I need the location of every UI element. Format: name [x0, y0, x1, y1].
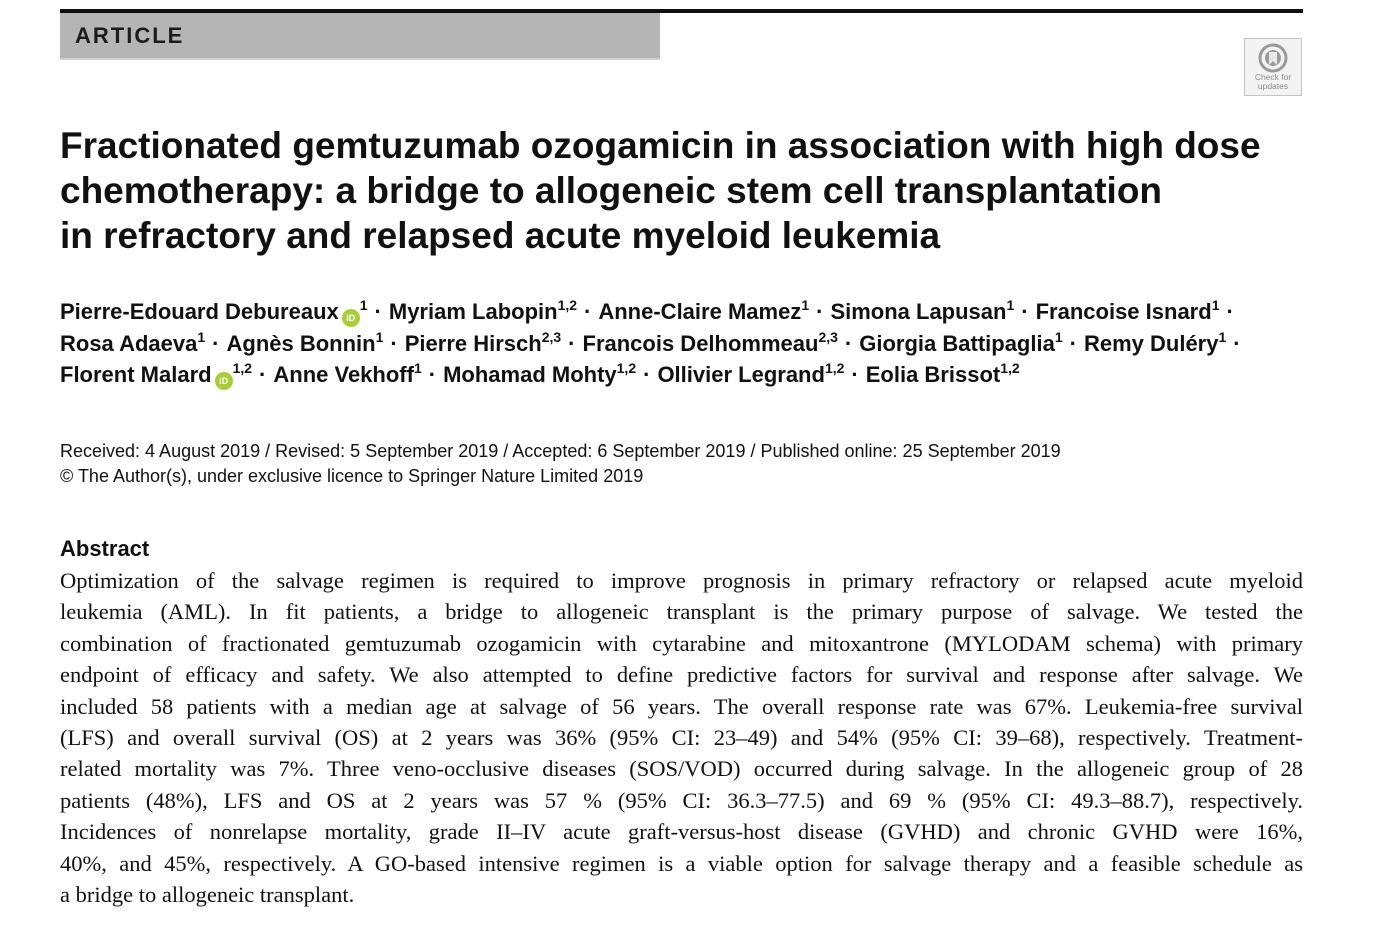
author-name[interactable]: Florent Malard	[60, 362, 212, 387]
publication-history: Received: 4 August 2019 / Revised: 5 September 2019 / Accepted: 6 September 2019 / Published online: 25 September 2019	[60, 441, 1061, 461]
author-name[interactable]: Ollivier Legrand	[657, 362, 825, 387]
author-name[interactable]: Francois Delhommeau	[582, 330, 819, 356]
author-list	[60, 296, 1310, 391]
author-name[interactable]: Myriam Labopin	[388, 299, 558, 324]
author-separator: ·	[584, 299, 592, 324]
abstract-line: 40%, and 45%, respectively. A GO-based intensive regimen is a viable option for salvage therapy and a feasible schedule as	[60, 850, 1303, 876]
author-affiliation: 1	[1006, 297, 1015, 313]
author-separator: ·	[374, 299, 382, 324]
author-affiliation: 1,2	[1000, 360, 1020, 376]
author-affiliation: 1	[1054, 328, 1063, 345]
author-name[interactable]: Anne-Claire Mamez	[598, 299, 802, 324]
abstract-line: combination of fractionated gemtuzumab ozogamicin with cytarabine and mitoxantrone (MYLODAM schema) with primary	[60, 630, 1303, 656]
author-name[interactable]: Agnès Bonnin	[226, 330, 376, 356]
author-separator: ·	[568, 330, 576, 356]
author-name[interactable]: Eolia Brissot	[865, 362, 1001, 387]
abstract-line: Optimization of the salvage regimen is required to improve prognosis in primary refractory or relapsed acute myeloid	[60, 568, 1303, 593]
bookmark-icon	[1258, 43, 1288, 73]
author-name[interactable]: Francoise Isnard	[1035, 299, 1212, 324]
abstract-line: leukemia (AML). In fit patients, a bridge to allogeneic transplant is the primary purpose of salvage. We tested the	[60, 599, 1303, 625]
author-name[interactable]: Anne Vekhoff	[273, 362, 414, 387]
article-type-label: ARTICLE	[60, 13, 660, 59]
author-name[interactable]: Remy Duléry	[1083, 330, 1219, 356]
article-title	[60, 123, 1303, 258]
author-affiliation: 1	[1211, 297, 1220, 313]
author-affiliation: 1	[801, 297, 810, 313]
author-affiliation: 2,3	[541, 328, 562, 345]
author-line	[60, 359, 1310, 391]
article-bar-divider	[60, 58, 660, 60]
author-affiliation: 1	[413, 360, 422, 376]
author-separator: ·	[1226, 299, 1234, 324]
title-line: Fractionated gemtuzumab ozogamicin in association with high dose	[60, 125, 1261, 166]
author-name[interactable]: Mohamad Mohty	[443, 362, 617, 387]
author-affiliation: 1	[1218, 328, 1227, 345]
author-separator: ·	[844, 330, 853, 356]
title-line: chemotherapy: a bridge to allogeneic stem cell transplantation	[60, 170, 1163, 211]
orcid-icon[interactable]: iD	[215, 372, 233, 390]
abstract-heading: Abstract	[60, 536, 150, 561]
check-updates-label-2: updates	[1257, 81, 1289, 91]
abstract-line: Incidences of nonrelapse mortality, grade II–IV acute graft-versus-host disease (GVHD) and chronic GVHD were 16%,	[60, 819, 1303, 845]
author-affiliation: 1	[375, 328, 384, 345]
abstract-line: related mortality was 7%. Three veno-occlusive diseases (SOS/VOD) occurred during salvage. In the allogeneic group of 28	[60, 756, 1303, 782]
author-affiliation: 1	[197, 328, 206, 345]
orcid-icon[interactable]: iD	[342, 309, 360, 327]
author-separator: ·	[1233, 330, 1241, 356]
author-affiliation: 1	[359, 297, 368, 313]
abstract-text	[60, 565, 1303, 910]
author-separator: ·	[1021, 299, 1029, 324]
copyright-notice: © The Author(s), under exclusive licence to Springer Nature Limited 2019	[60, 466, 644, 486]
author-separator: ·	[816, 299, 824, 324]
author-affiliation: 1,2	[824, 360, 845, 376]
author-affiliation: 1,2	[232, 360, 253, 376]
title-line: in refractory and relapsed acute myeloid leukemia	[60, 215, 941, 256]
author-separator: ·	[851, 362, 859, 387]
abstract-line: included 58 patients with a median age at salvage of 56 years. The overall response rate was 67%. Leukemia-free survival	[60, 693, 1303, 719]
author-name[interactable]: Simona Lapusan	[830, 299, 1007, 324]
author-line	[60, 296, 1310, 328]
author-name[interactable]: Pierre-Edouard Debureaux	[60, 299, 339, 324]
abstract-line: endpoint of efficacy and safety. We also attempted to define predictive factors for survival and response after salvage. We	[60, 662, 1303, 688]
check-for-updates-badge[interactable]	[1244, 38, 1302, 96]
author-separator: ·	[259, 362, 267, 387]
author-separator: ·	[1069, 330, 1077, 356]
author-separator: ·	[212, 330, 220, 356]
author-affiliation: 1,2	[557, 297, 578, 313]
author-separator: ·	[428, 362, 437, 387]
abstract-line: (LFS) and overall survival (OS) at 2 years was 36% (95% CI: 23–49) and 54% (95% CI: 39–68), respectively. Treatment-	[60, 725, 1303, 751]
check-updates-label-1: Check for	[1254, 72, 1292, 82]
abstract-line: patients (48%), LFS and OS at 2 years was 57 % (95% CI: 36.3–77.5) and 69 % (95% CI: 49.3–88.7), respectively.	[60, 787, 1303, 813]
publication-dates	[60, 439, 1310, 489]
abstract-line: a bridge to allogeneic transplant.	[60, 882, 355, 908]
author-separator: ·	[390, 330, 398, 356]
author-line	[60, 328, 1310, 360]
author-separator: ·	[643, 362, 651, 387]
author-name[interactable]: Giorgia Battipaglia	[859, 330, 1055, 356]
author-name[interactable]: Pierre Hirsch	[404, 330, 542, 356]
author-affiliation: 2,3	[818, 328, 838, 345]
author-affiliation: 1,2	[616, 360, 637, 376]
author-name[interactable]: Rosa Adaeva	[60, 330, 198, 356]
